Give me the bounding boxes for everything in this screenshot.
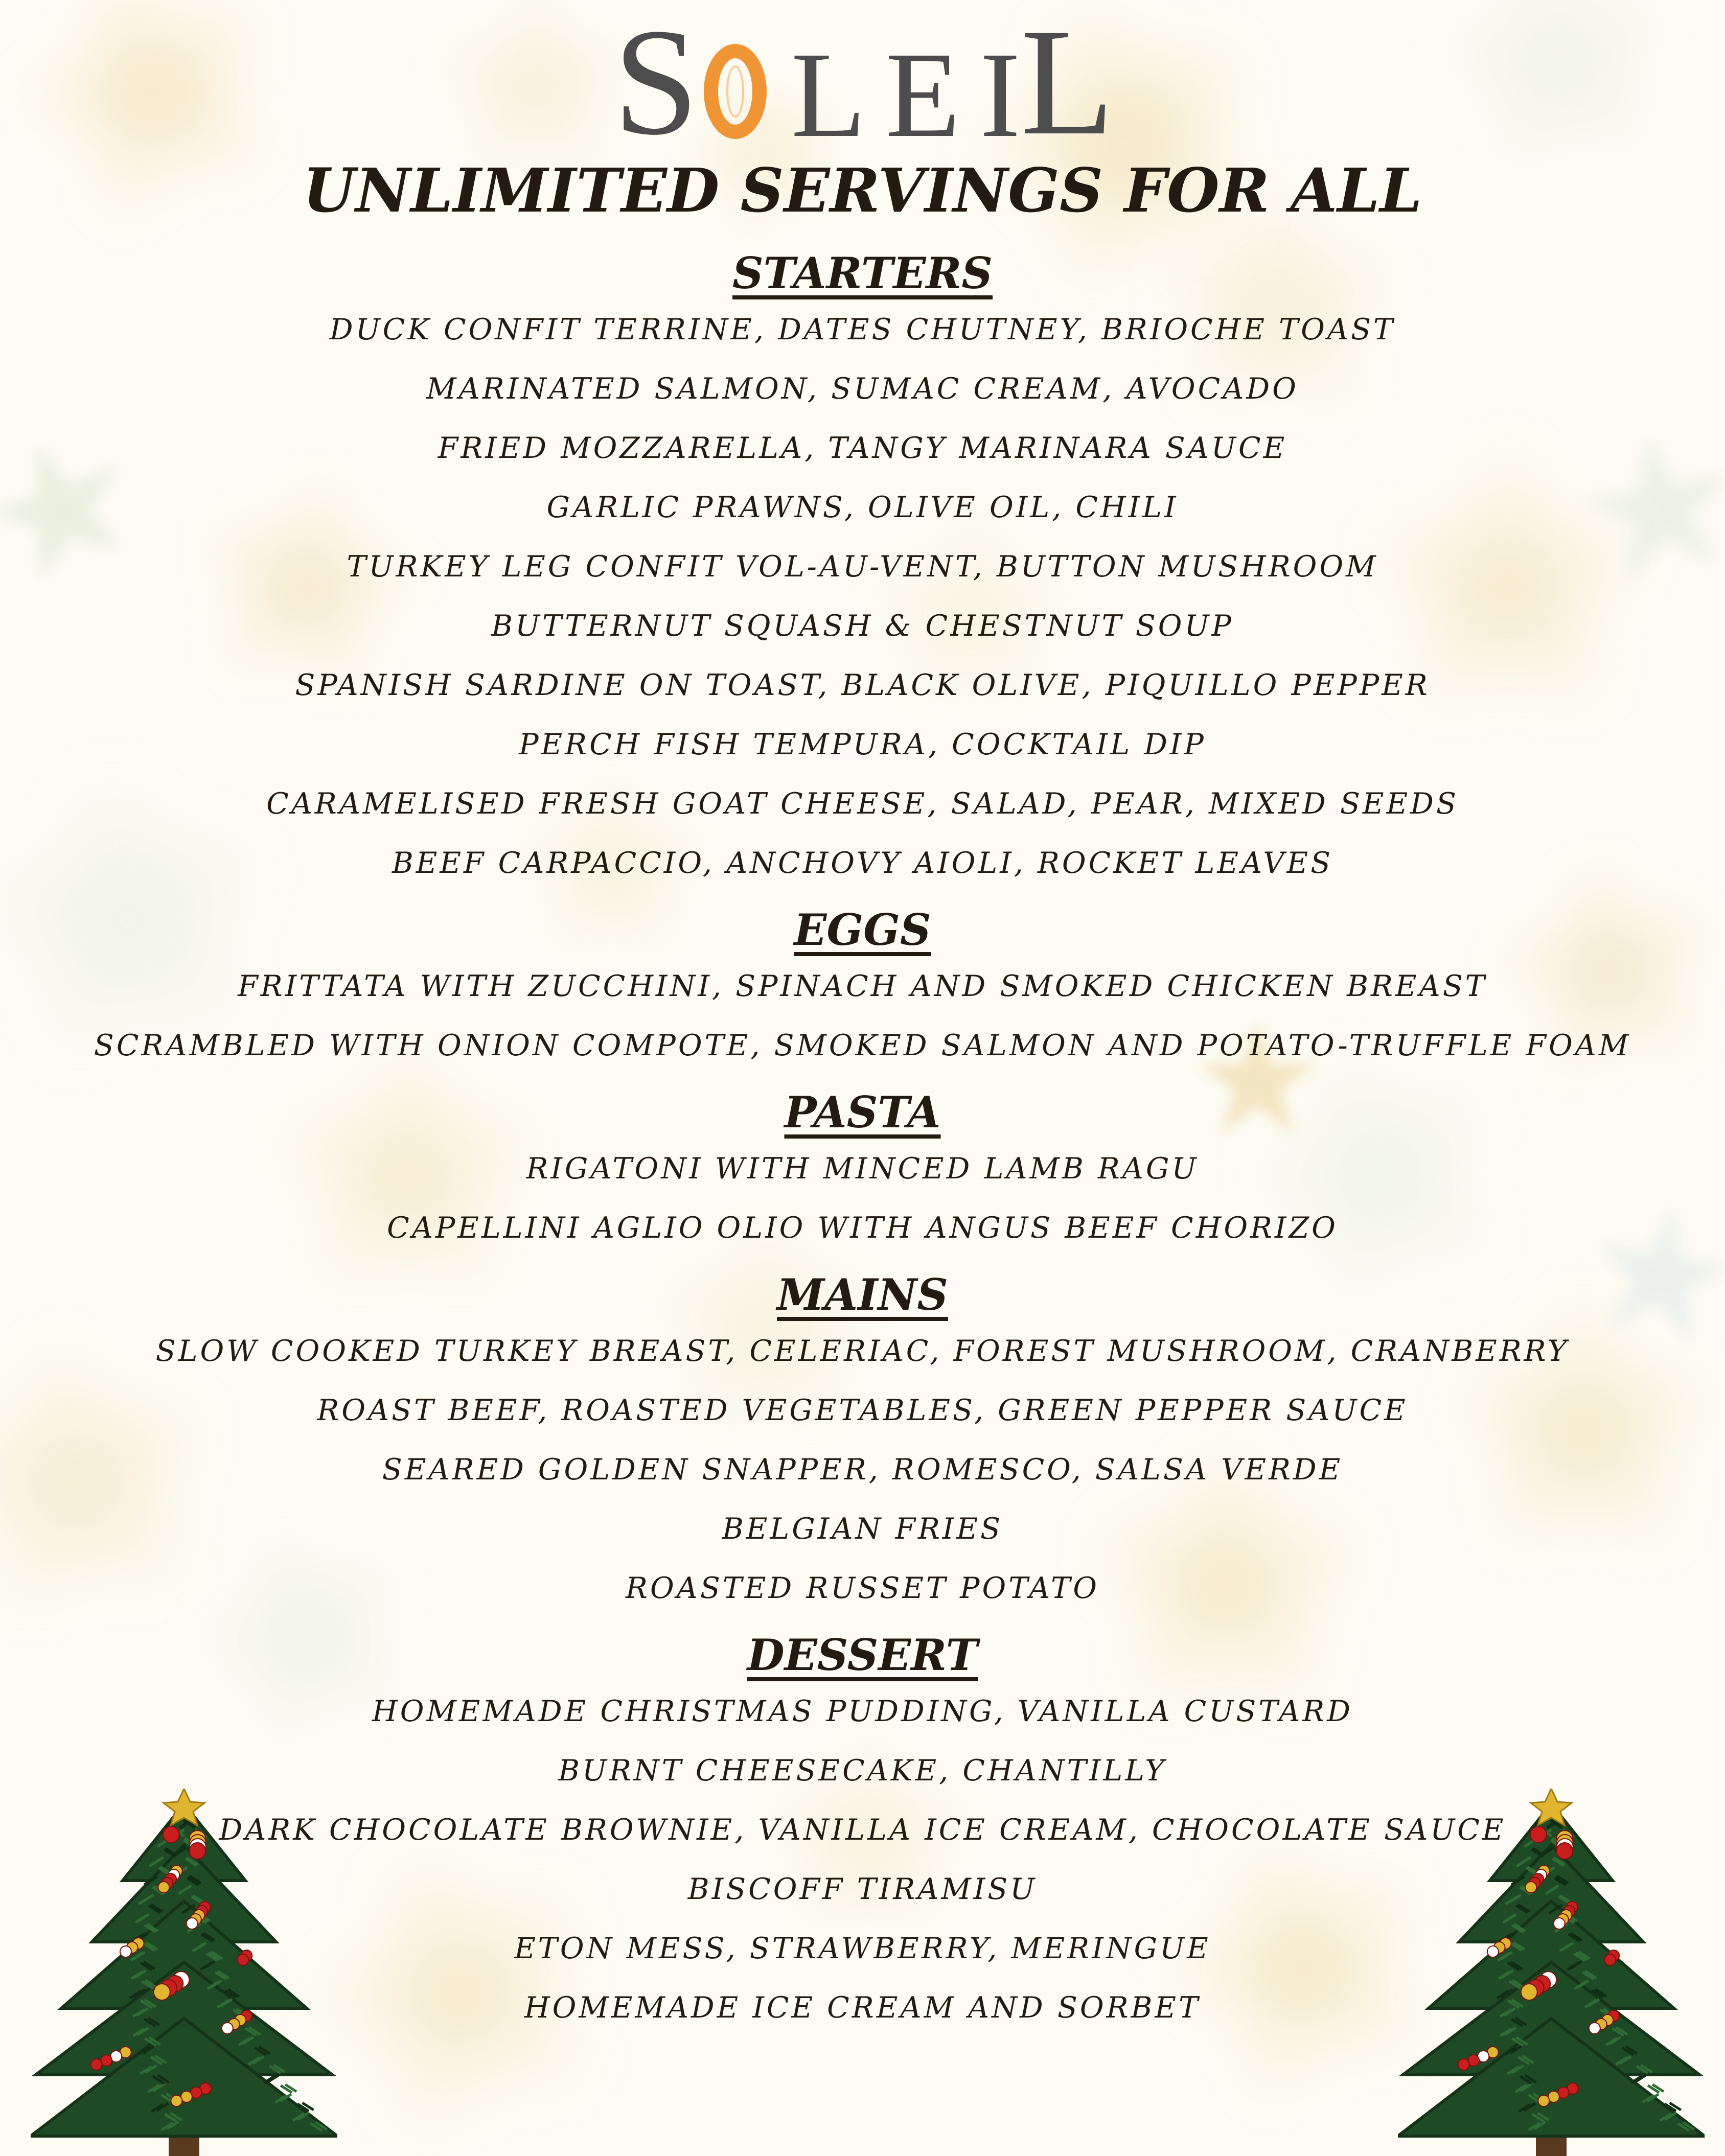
menu-item: ROASTED RUSSET POTATO [626, 1571, 1099, 1605]
soleil-logo [613, 0, 1114, 167]
menu-item: DUCK CONFIT TERRINE, DATES CHUTNEY, BRIOCHE TOAST [329, 313, 1396, 346]
menu-item: HOMEMADE CHRISTMAS PUDDING, VANILLA CUSTARD [372, 1695, 1353, 1728]
menu-item: DARK CHOCOLATE BROWNIE, VANILLA ICE CREAM, CHOCOLATE SAUCE [219, 1813, 1506, 1847]
logo-letter: E [885, 27, 960, 163]
christmas-tree-icon [31, 1789, 337, 2156]
section-title-dessert: DESSERT [747, 1630, 978, 1680]
logo-letter: L [791, 27, 866, 163]
logo-letter: S [613, 0, 699, 167]
menu-item: CARAMELISED FRESH GOAT CHEESE, SALAD, PEAR, MIXED SEEDS [266, 787, 1459, 821]
menu-item: GARLIC PRAWNS, OLIVE OIL, CHILI [546, 491, 1179, 524]
menu-item: BUTTERNUT SQUASH & CHESTNUT SOUP [491, 609, 1234, 643]
menu-item: BELGIAN FRIES [722, 1512, 1003, 1546]
menu-item: RIGATONI WITH MINCED LAMB RAGU [526, 1152, 1199, 1186]
menu-item: TURKEY LEG CONFIT VOL-AU-VENT, BUTTON MUSHROOM [347, 550, 1378, 584]
menu-item: BURNT CHEESECAKE, CHANTILLY [558, 1754, 1167, 1788]
section-title-starters: STARTERS [732, 248, 993, 298]
section-title-eggs: EGGS [794, 905, 931, 955]
section-title-pasta: PASTA [784, 1087, 941, 1138]
menu-item: MARINATED SALMON, SUMAC CREAM, AVOCADO [426, 372, 1299, 406]
tagline: UNLIMITED SERVINGS FOR ALL [303, 155, 1422, 226]
menu-item: SCRAMBLED WITH ONION COMPOTE, SMOKED SALMON AND POTATO-TRUFFLE FOAM [94, 1029, 1631, 1062]
menu-item: SPANISH SARDINE ON TOAST, BLACK OLIVE, PIQUILLO PEPPER [295, 668, 1430, 702]
menu-item: SLOW COOKED TURKEY BREAST, CELERIAC, FOREST MUSHROOM, CRANBERRY [155, 1334, 1570, 1368]
logo-letter: I [979, 27, 1021, 163]
menu-item: CAPELLINI AGLIO OLIO WITH ANGUS BEEF CHORIZO [387, 1211, 1338, 1245]
menu-item: FRIED MOZZARELLA, TANGY MARINARA SAUCE [438, 431, 1287, 465]
menu-item: FRITTATA WITH ZUCCHINI, SPINACH AND SMOKED CHICKEN BREAST [238, 969, 1487, 1003]
menu-item: ETON MESS, STRAWBERRY, MERINGUE [514, 1932, 1211, 1965]
menu-item: PERCH FISH TEMPURA, COCKTAIL DIP [519, 728, 1206, 761]
section-title-mains: MAINS [777, 1269, 948, 1320]
menu-item: SEARED GOLDEN SNAPPER, ROMESCO, SALSA VERDE [382, 1453, 1343, 1487]
menu-item: BISCOFF TIRAMISU [687, 1872, 1038, 1906]
menu-item: ROAST BEEF, ROASTED VEGETABLES, GREEN PEPPER SAUCE [317, 1394, 1408, 1427]
logo-sun-ring-icon [704, 44, 767, 139]
menu-item: BEEF CARPACCIO, ANCHOVY AIOLI, ROCKET LEAVES [392, 846, 1333, 880]
menu-item: HOMEMADE ICE CREAM AND SORBET [524, 1991, 1201, 2025]
logo-letter: L [1020, 0, 1114, 167]
christmas-tree-icon [1398, 1789, 1705, 2156]
